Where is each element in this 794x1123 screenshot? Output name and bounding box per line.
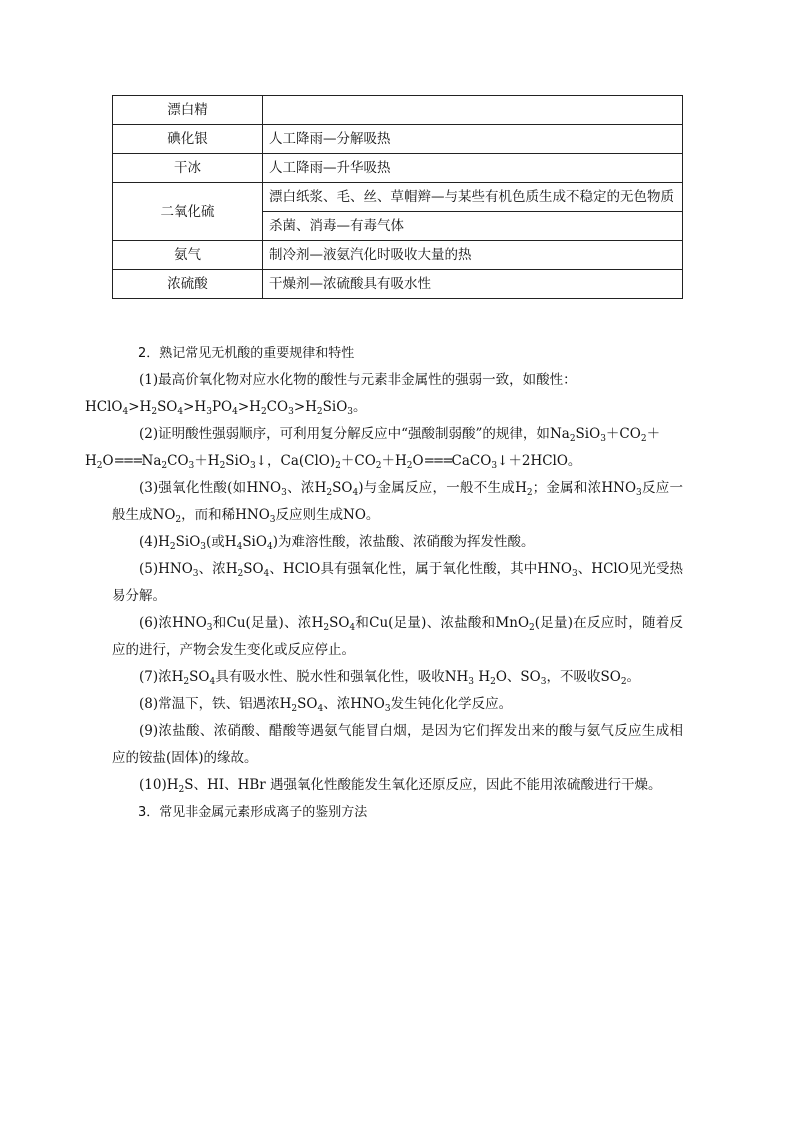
rule-7: (7)浓$H_2SO_4$具有吸水性、脱水性和强氧化性，吸收$NH_3$ $H_2O$、$SO_3$，不吸收$SO_2$。 xyxy=(139,669,641,687)
table-row xyxy=(113,270,683,299)
table-row xyxy=(113,125,683,154)
substance-use: 漂白纸浆、毛、丝、草帽辫—与某些有机色质生成不稳定的无色物质 xyxy=(263,183,683,212)
substance-name: 二氧化硫 xyxy=(113,183,263,241)
table-row xyxy=(113,154,683,183)
rule-4: $(4)H_2SiO_3$(或$H_4SiO_4$)为难溶性酸，浓盐酸、浓硝酸为挥发性酸。 xyxy=(139,534,535,552)
substance-name: 浓硫酸 xyxy=(113,270,263,299)
rule-2: (2)证明酸性强弱顺序，可利用复分解反应中“强酸制弱酸”的规律，如$Na_2SiO_3+CO_2+$ $H_2O===Na_2CO_3+H_2SiO_3↓$，$Ca(ClO)_2+CO_2+H_2O===CaCO_3↓+2HClO$。 xyxy=(85,426,661,471)
rule-6: (6)浓$HNO_3$和Cu(足量)、浓$H_2SO_4$和Cu(足量)、浓盐酸和MnO$_2$(足量)在反应时，随着反应的进行，产物会发生变化或反应停止。 xyxy=(112,615,683,658)
rule-3: (3)强氧化性酸(如$HNO_3$、浓$H_2SO_4$)与金属反应，一般不生成$H_2$；金属和浓$HNO_3$反应一般生成$NO_2$，而和稀$HNO_3$反应则生成NO。 xyxy=(112,480,684,525)
substance-use: 人工降雨—升华吸热 xyxy=(263,154,683,183)
section-3-heading: 3．常见非金属元素形成离子的鉴别方法 xyxy=(138,805,368,820)
section-2-heading: 2．熟记常见无机酸的重要规律和特性 xyxy=(138,346,355,361)
substance-name: 碘化银 xyxy=(113,125,263,154)
substance-use: 人工降雨—分解吸热 xyxy=(263,125,683,154)
substance-use xyxy=(263,96,683,125)
table-row xyxy=(113,241,683,270)
uses-table xyxy=(112,95,683,299)
rule-9: (9)浓盐酸、浓硝酸、醋酸等遇氨气能冒白烟，是因为它们挥发出来的酸与氨气反应生成相应的铵盐(固体)的缘故。 xyxy=(112,723,683,766)
rule-1: (1)最高价氧化物对应水化物的酸性与元素非金属性的强弱一致，如酸性： $HClO_4>H_2SO_4>H_3PO_4>H_2CO_3>H_2SiO_3$。 xyxy=(85,372,577,417)
substance-name: 漂白精 xyxy=(113,96,263,125)
rule-5: $(5)HNO_3$、浓$H_2SO_4$、HClO具有强氧化性，属于氧化性酸，其中$HNO_3$、HClO见光受热易分解。 xyxy=(112,561,684,604)
substance-name: 干冰 xyxy=(113,154,263,183)
main-text xyxy=(85,340,684,826)
table-row xyxy=(113,183,683,212)
table-row xyxy=(113,96,683,125)
substance-use: 制冷剂—液氨汽化时吸收大量的热 xyxy=(263,241,683,270)
rule-8: (8)常温下，铁、铝遇浓$H_2SO_4$、浓$HNO_3$发生钝化化学反应。 xyxy=(139,696,513,714)
substance-use: 杀菌、消毒—有毒气体 xyxy=(263,212,683,241)
substance-name: 氨气 xyxy=(113,241,263,270)
substance-use: 干燥剂—浓硫酸具有吸水性 xyxy=(263,270,683,299)
rule-10: $(10)H_2S$、HI、HBr 遇强氧化性酸能发生氧化还原反应，因此不能用浓硫酸进行干燥。 xyxy=(139,777,662,795)
